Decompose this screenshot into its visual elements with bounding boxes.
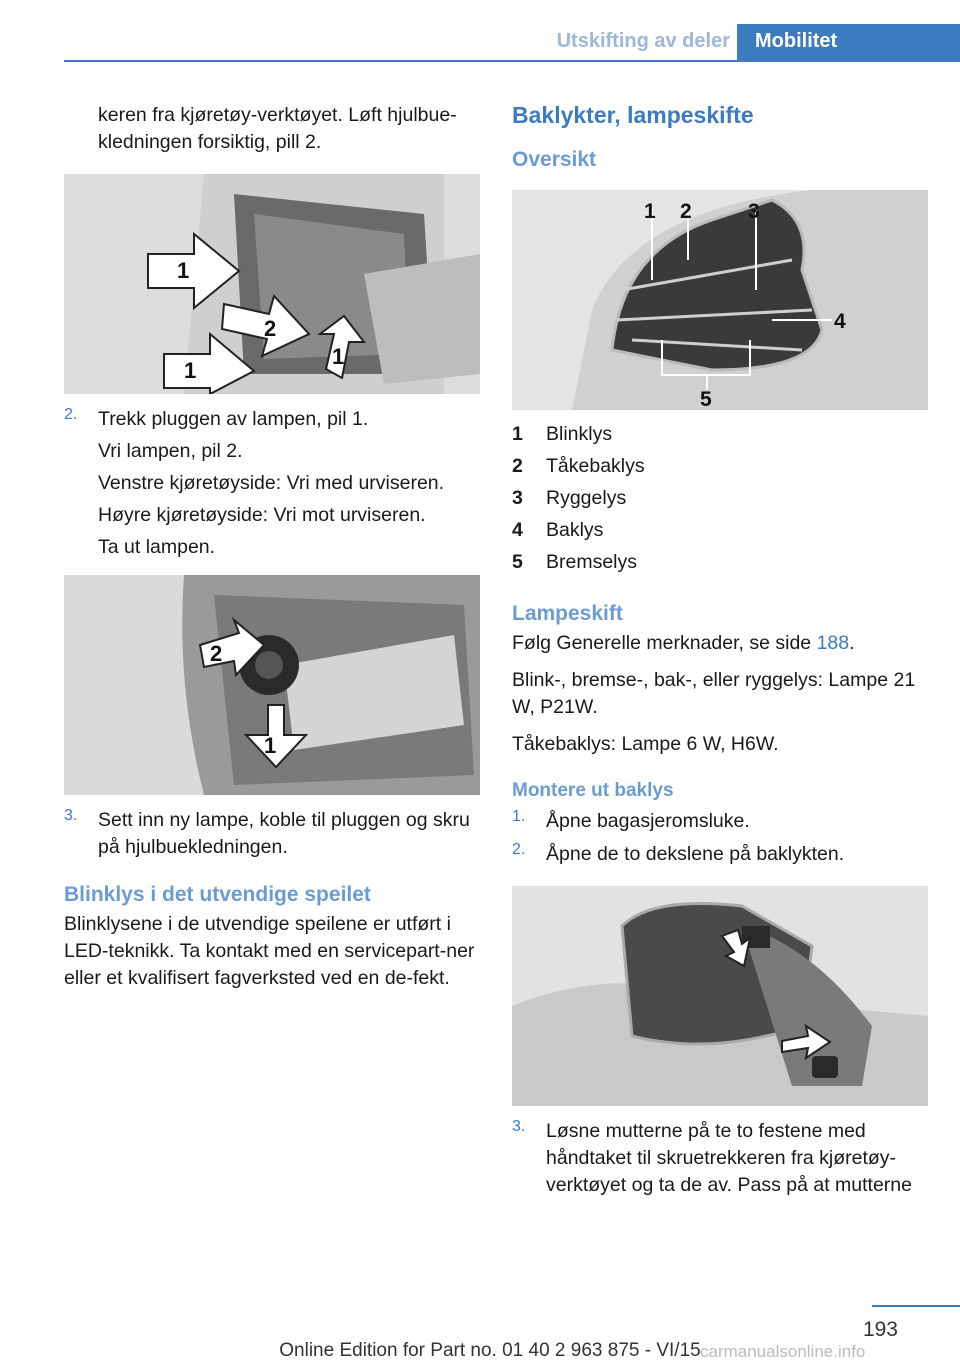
fig2-label-2: 2 [210, 641, 223, 666]
legend-item: 2 Tåkebaklys [512, 455, 645, 477]
subheading-overview: Oversikt [512, 148, 597, 171]
legend-item: 5 Bremselys [512, 551, 638, 573]
footer-rule [872, 1305, 960, 1307]
page-link-188[interactable]: 188 [816, 632, 850, 654]
intro-text: keren fra kjøretøy-verktøyet. Løft hjulbue-kledningen forsiktig, pill 2. [98, 104, 457, 153]
watermark: carmanualsonline.info [700, 1342, 866, 1361]
remove-step-2: 2. Åpne de to dekslene på baklykten. [512, 841, 845, 865]
general-notes-reference: Følg Generelle merknader, se side 188. [512, 632, 855, 654]
heading-rear-lights: Baklykter, lampeskifte [512, 102, 754, 128]
step-2-line-1: Trekk pluggen av lampen, pil 1. [98, 408, 369, 430]
fig3-label-5: 5 [700, 388, 712, 410]
fig1-label-1b: 1 [184, 358, 197, 383]
mirror-indicator-text: Blinklysene i de utvendige speilene er utført i LED-teknikk. Ta kontakt med en servicepart-ner eller et kvalifisert fagverksted ved en de-fekt. [64, 913, 475, 989]
step-2-line-2: Vri lampen, pil 2. [98, 440, 243, 462]
step-2-line-4: Høyre kjøretøyside: Vri mot urviseren. [98, 504, 426, 526]
page-number: 193 [862, 1318, 898, 1341]
header-chapter-tab[interactable]: Mobilitet [737, 24, 960, 62]
figure-lamp-plug [64, 575, 480, 795]
header-rule [64, 60, 960, 62]
step-2-line-3: Venstre kjøretøyside: Vri med urviseren. [98, 472, 445, 494]
legend-item: 1 Blinklys [512, 423, 613, 445]
step-3 [64, 807, 484, 861]
legend-item: 3 Ryggelys [512, 487, 627, 509]
fig2-label-1: 1 [264, 733, 277, 758]
header-section-title: Utskifting av deler [556, 30, 730, 52]
figure-rear-light-overview [512, 190, 928, 410]
fig3-label-2: 2 [680, 200, 692, 223]
fig1-label-1a: 1 [177, 258, 190, 283]
fig3-label-3: 3 [748, 200, 760, 223]
fig3-label-4: 4 [834, 310, 846, 333]
fig1-label-2: 2 [264, 316, 277, 341]
legend-list [512, 418, 932, 578]
remove-step-3: 3. Løsne mutterne på te to festene med håndtaket til skruetrekkeren fra kjøretøy-verktøyet og ta de av. Pass på at mutterne [512, 1118, 912, 1196]
step-3-text: Sett inn ny lampe, koble til pluggen og skru på hjulbuekledningen. [98, 809, 470, 858]
lamp-spec-1: Blink-, bremse-, bak-, eller ryggelys: Lampe 21 W, P21W. [512, 669, 916, 718]
step-3-number: 3. [64, 807, 78, 824]
legend-item: 4 Baklys [512, 519, 604, 541]
step-2-number: 2. [64, 406, 78, 423]
figure-rear-light-covers [512, 886, 928, 1106]
remove-step-1: 1. Åpne bagasjeromsluke. [512, 808, 750, 832]
step-2 [64, 406, 484, 561]
lamp-spec-2: Tåkebaklys: Lampe 6 W, H6W. [512, 733, 779, 755]
figure-wheel-arch [64, 174, 480, 394]
footer-edition: Online Edition for Part no. 01 40 2 963 875 - VI/15 [279, 1340, 701, 1361]
heading-lamp-change: Lampeskift [512, 602, 623, 625]
left-column [64, 96, 484, 992]
right-column [512, 96, 932, 1199]
heading-mirror-indicator: Blinklys i det utvendige speilet [64, 883, 371, 906]
step-2-line-5: Ta ut lampen. [98, 536, 216, 558]
heading-remove-rear-light: Montere ut baklys [512, 780, 674, 801]
fig3-label-1: 1 [644, 200, 656, 223]
fig1-label-1c: 1 [332, 344, 345, 369]
